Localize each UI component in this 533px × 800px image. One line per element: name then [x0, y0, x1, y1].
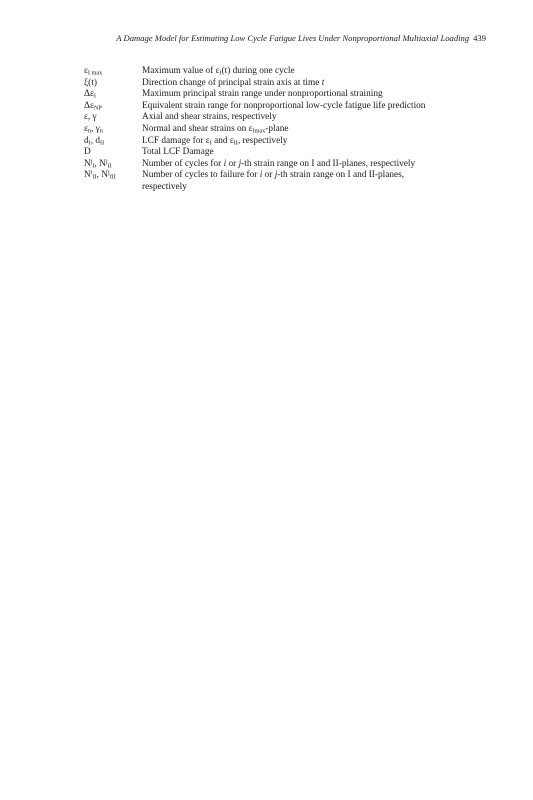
symbol: $d_I$, $d_{II}$	[84, 135, 105, 147]
nomenclature-row	[84, 66, 494, 78]
definition: Direction change of principal strain axis at time t	[142, 77, 325, 88]
symbol: $\varepsilon_n$, $\gamma_n$	[84, 123, 103, 135]
definition: Maximum value of $\varepsilon_I(t)$ during one cycle	[142, 66, 295, 77]
definition: Normal and shear strains on $\varepsilon_{Imax}$-plane	[142, 123, 289, 135]
definition: Maximum principal strain range under nonproportional straining	[142, 89, 383, 100]
nomenclature-row	[84, 112, 494, 124]
symbol: D	[84, 147, 91, 158]
nomenclature-row	[84, 159, 494, 171]
nomenclature-row	[84, 101, 494, 113]
symbol: ξ(t)	[84, 77, 97, 88]
symbol: $N^j_I$, $N^j_{II}$	[84, 157, 112, 170]
definition: Number of cycles to failure for i or j-th strain range on I and II-planes, respectively	[142, 170, 405, 192]
nomenclature-row	[84, 147, 494, 159]
page-number: 439	[473, 33, 486, 43]
symbol: ε, γ	[84, 112, 97, 123]
nomenclature-row	[84, 89, 494, 101]
definition: Equivalent strain range for nonproportional low-cycle fatigue life prediction	[142, 100, 426, 111]
definition: Total LCF Damage	[142, 147, 214, 158]
definition: Number of cycles for i or j-th strain range on I and II-planes, respectively	[142, 158, 416, 169]
symbol: $N^i_{fI}$, $N^j_{fII}$	[84, 169, 116, 181]
definition: LCF damage for $\varepsilon_I$ and $\varepsilon_{II}$, respectively	[142, 135, 288, 147]
symbol: $\Delta\varepsilon_{NP}$	[84, 100, 102, 112]
nomenclature-row	[84, 124, 494, 136]
nomenclature-row	[84, 136, 494, 148]
running-title: A Damage Model for Estimating Low Cycle Fatigue Lives Under Nonproportional Multiaxial Loading	[116, 33, 470, 43]
running-header	[0, 33, 486, 43]
nomenclature-list	[84, 66, 494, 194]
symbol: $\Delta\varepsilon_I$	[84, 89, 96, 100]
nomenclature-row	[84, 78, 494, 90]
definition: Axial and shear strains, respectively	[142, 112, 277, 123]
nomenclature-row	[84, 170, 494, 193]
symbol: $\varepsilon_{I max}$	[84, 66, 103, 77]
